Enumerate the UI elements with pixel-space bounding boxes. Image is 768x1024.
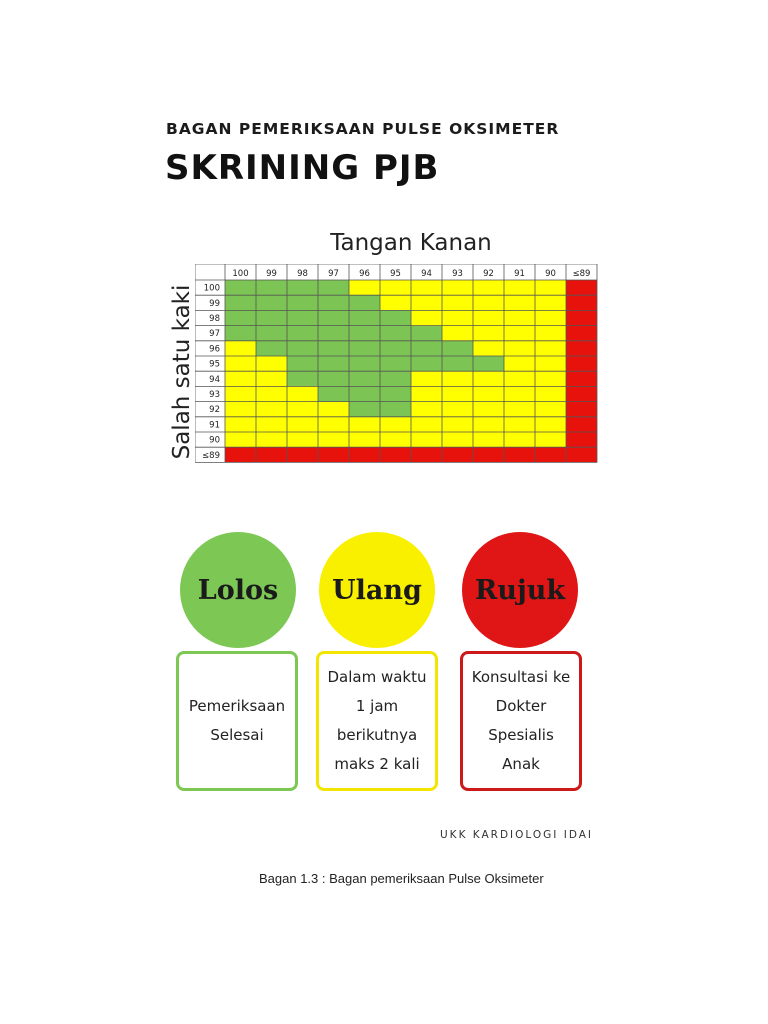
- grid-cell: [504, 356, 535, 371]
- grid-cell: [411, 326, 442, 341]
- grid-cell: [318, 432, 349, 447]
- grid-cell: [442, 386, 473, 401]
- grid-cell: [442, 432, 473, 447]
- grid-cell: [535, 447, 566, 462]
- grid-cell: [318, 386, 349, 401]
- grid-cell: [504, 295, 535, 310]
- grid-cell: [380, 447, 411, 462]
- grid-cell: [287, 386, 318, 401]
- grid-cell: [225, 402, 256, 417]
- grid-cell: [504, 280, 535, 295]
- row-header: 93: [209, 390, 220, 400]
- grid-cell: [535, 356, 566, 371]
- pass-circle: [180, 532, 296, 648]
- grid-cell: [566, 432, 597, 447]
- grid-cell: [349, 341, 380, 356]
- grid-cell: [225, 356, 256, 371]
- grid-cell: [535, 386, 566, 401]
- grid-cell: [442, 341, 473, 356]
- grid-cell: [225, 310, 256, 325]
- grid-cell: [535, 280, 566, 295]
- grid-cell: [473, 341, 504, 356]
- row-header: 98: [209, 314, 220, 324]
- grid-cell: [349, 447, 380, 462]
- grid-cell: [287, 310, 318, 325]
- grid-cell: [566, 356, 597, 371]
- grid-cell: [287, 447, 318, 462]
- grid-cell: [380, 280, 411, 295]
- grid-cell: [411, 386, 442, 401]
- grid-cell: [473, 432, 504, 447]
- column-header: 90: [545, 269, 556, 279]
- pass-label: Lolos: [197, 574, 279, 606]
- grid-cell: [411, 310, 442, 325]
- grid-cell: [566, 310, 597, 325]
- refer-box: [460, 651, 582, 791]
- grid-cell: [473, 386, 504, 401]
- grid-cell: [287, 326, 318, 341]
- grid-cell: [535, 371, 566, 386]
- grid-cell: [411, 371, 442, 386]
- grid-cell: [256, 310, 287, 325]
- grid-cell: [473, 402, 504, 417]
- repeat-circle: [319, 532, 435, 648]
- grid-cell: [380, 402, 411, 417]
- grid-cell: [225, 447, 256, 462]
- grid-cell: [473, 295, 504, 310]
- grid-cell: [504, 386, 535, 401]
- grid-cell: [256, 295, 287, 310]
- grid-cell: [535, 295, 566, 310]
- row-header: 95: [209, 359, 220, 370]
- row-header: 96: [209, 344, 220, 355]
- grid-cell: [535, 432, 566, 447]
- grid-cell: [504, 447, 535, 462]
- row-header: 92: [209, 405, 220, 416]
- grid-cell: [566, 280, 597, 295]
- grid-cell: [318, 402, 349, 417]
- row-header: ≤89: [202, 450, 220, 461]
- grid-cell: [504, 310, 535, 325]
- grid-cell: [411, 417, 442, 432]
- grid-cell: [566, 402, 597, 417]
- grid-cell: [535, 310, 566, 325]
- grid-cell: [411, 447, 442, 462]
- grid-cell: [318, 356, 349, 371]
- grid-cell: [442, 326, 473, 341]
- grid-cell: [535, 417, 566, 432]
- grid-cell: [380, 310, 411, 325]
- grid-cell: [225, 432, 256, 447]
- grid-cell: [473, 310, 504, 325]
- grid-cell: [256, 356, 287, 371]
- grid-cell: [349, 280, 380, 295]
- grid-cell: [473, 417, 504, 432]
- grid-cell: [566, 386, 597, 401]
- grid-cell: [318, 280, 349, 295]
- column-header: 100: [232, 269, 249, 279]
- grid-cell: [473, 447, 504, 462]
- grid-cell: [535, 326, 566, 341]
- grid-cell: [287, 371, 318, 386]
- grid-cell: [380, 295, 411, 310]
- row-header: 100: [203, 283, 220, 294]
- grid-cell: [504, 326, 535, 341]
- column-header: 93: [452, 269, 463, 279]
- repeat-label: Ulang: [332, 574, 422, 606]
- grid-cell: [380, 432, 411, 447]
- grid-cell: [504, 432, 535, 447]
- grid-cell: [411, 432, 442, 447]
- refer-circle: [462, 532, 578, 648]
- grid-cell: [535, 402, 566, 417]
- grid-cell: [504, 417, 535, 432]
- grid-cell: [473, 356, 504, 371]
- grid-cell: [566, 295, 597, 310]
- grid-cell: [442, 310, 473, 325]
- grid-cell: [349, 295, 380, 310]
- grid-cell: [318, 371, 349, 386]
- grid-cell: [287, 356, 318, 371]
- column-header: 99: [266, 269, 277, 279]
- row-header: 90: [209, 435, 220, 446]
- column-header: 92: [483, 269, 494, 279]
- grid-cell: [566, 447, 597, 462]
- grid-cell: [256, 371, 287, 386]
- grid-cell: [535, 341, 566, 356]
- repeat-text: Dalam waktu 1 jam berikutnya maks 2 kali: [327, 668, 427, 773]
- row-header: 97: [209, 329, 220, 340]
- grid-cell: [349, 326, 380, 341]
- grid-cell: [442, 371, 473, 386]
- grid-cell: [225, 326, 256, 341]
- grid-cell: [411, 295, 442, 310]
- grid-cell: [256, 432, 287, 447]
- grid-cell: [287, 341, 318, 356]
- grid-cell: [380, 386, 411, 401]
- column-header: 98: [297, 269, 308, 279]
- grid-cell: [504, 371, 535, 386]
- grid-cell: [318, 310, 349, 325]
- column-header: 91: [514, 269, 525, 279]
- grid-cell: [256, 326, 287, 341]
- grid-cell: [380, 341, 411, 356]
- grid-cell: [349, 310, 380, 325]
- grid-cell: [380, 371, 411, 386]
- grid-cell: [380, 356, 411, 371]
- pass-text: Pemeriksaan Selesai: [188, 697, 286, 744]
- grid-cell: [566, 326, 597, 341]
- refer-label: Rujuk: [474, 574, 566, 606]
- grid-cell: [256, 386, 287, 401]
- column-header: 96: [359, 269, 370, 279]
- chart-title: SKRINING PJB: [165, 148, 440, 188]
- grid-cell: [473, 371, 504, 386]
- chart-subtitle: BAGAN PEMERIKSAAN PULSE OKSIMETER: [166, 120, 560, 138]
- row-header: 99: [209, 298, 220, 309]
- grid-cell: [566, 341, 597, 356]
- grid-cell: [473, 326, 504, 341]
- grid-cell: [411, 341, 442, 356]
- grid-cell: [349, 386, 380, 401]
- column-header: 97: [328, 269, 339, 279]
- grid-cell: [504, 341, 535, 356]
- row-header: 91: [209, 420, 220, 431]
- grid-cell: [225, 295, 256, 310]
- grid-cell: [442, 295, 473, 310]
- grid-cell: [318, 295, 349, 310]
- column-axis-label: Tangan Kanan: [330, 230, 492, 256]
- grid-cell: [380, 417, 411, 432]
- grid-cell: [349, 417, 380, 432]
- spo2-grid: [195, 264, 599, 484]
- grid-cell: [225, 280, 256, 295]
- column-header: 94: [421, 269, 432, 279]
- grid-cell: [442, 417, 473, 432]
- grid-cell: [287, 402, 318, 417]
- row-header: 94: [209, 374, 220, 385]
- grid-cell: [566, 371, 597, 386]
- grid-cell: [225, 371, 256, 386]
- grid-cell: [442, 356, 473, 371]
- grid-cell: [349, 432, 380, 447]
- pass-box: [176, 651, 298, 791]
- grid-cell: [256, 417, 287, 432]
- repeat-box: [316, 651, 438, 791]
- column-header: ≤89: [572, 269, 591, 279]
- grid-cell: [380, 326, 411, 341]
- figure-caption: Bagan 1.3 : Bagan pemeriksaan Pulse Oksimeter: [259, 871, 544, 886]
- grid-cell: [225, 386, 256, 401]
- grid-cell: [411, 356, 442, 371]
- grid-cell: [411, 280, 442, 295]
- grid-cell: [473, 280, 504, 295]
- grid-cell: [256, 280, 287, 295]
- column-header: 95: [390, 269, 401, 279]
- grid-cell: [256, 447, 287, 462]
- grid-cell: [318, 341, 349, 356]
- grid-cell: [225, 417, 256, 432]
- grid-cell: [349, 402, 380, 417]
- grid-cell: [318, 326, 349, 341]
- grid-cell: [442, 402, 473, 417]
- source-credit: UKK KARDIOLOGI IDAI: [440, 829, 594, 841]
- grid-cell: [287, 295, 318, 310]
- grid-cell: [225, 341, 256, 356]
- grid-cell: [411, 402, 442, 417]
- grid-cell: [349, 371, 380, 386]
- grid-cell: [256, 402, 287, 417]
- grid-cell: [442, 280, 473, 295]
- grid-cell: [566, 417, 597, 432]
- grid-cell: [504, 402, 535, 417]
- grid-cell: [287, 432, 318, 447]
- grid-cell: [349, 356, 380, 371]
- refer-text: Konsultasi ke Dokter Spesialis Anak: [471, 668, 571, 773]
- grid-cell: [318, 447, 349, 462]
- grid-cell: [287, 417, 318, 432]
- grid-cell: [287, 280, 318, 295]
- grid-cell: [442, 447, 473, 462]
- row-axis-label: Salah satu kaki: [169, 284, 195, 460]
- grid-cell: [256, 341, 287, 356]
- grid-cell: [318, 417, 349, 432]
